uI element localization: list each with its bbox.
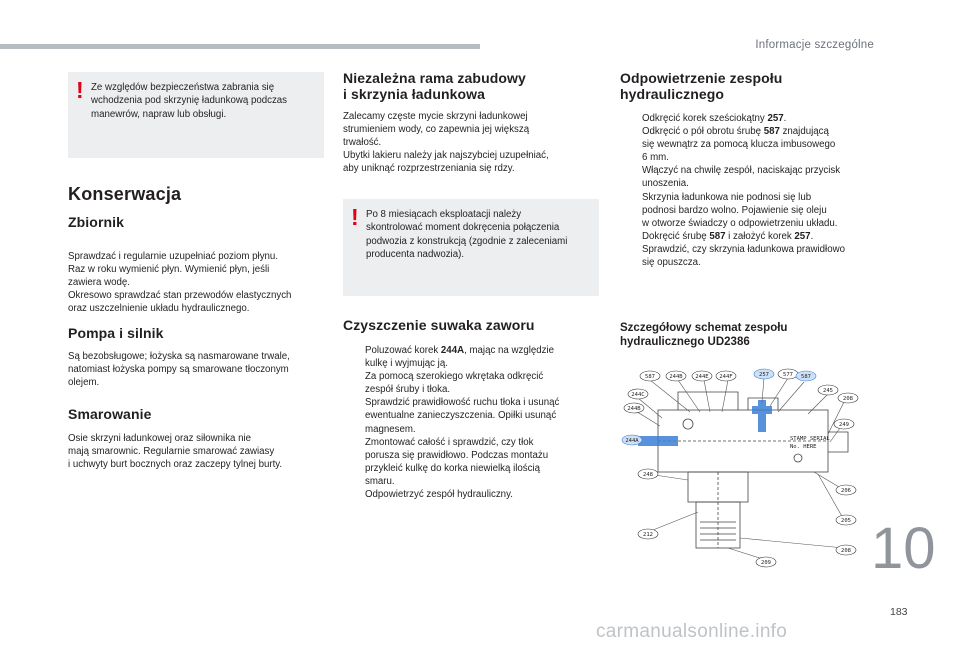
plug-highlight (752, 406, 772, 414)
section-heading-suwak: Czyszczenie suwaka zaworu (343, 317, 535, 333)
list-item: Dokręcić śrubę 587 i założyć korek 257. Sprawdzić, czy skrzynia ładunkowa prawidłowo się opuszcza. (642, 230, 845, 269)
part-label: 244B (627, 406, 641, 412)
part-label: 208 (843, 396, 853, 402)
part-label: 577 (783, 372, 793, 378)
heading-line: i skrzynia ładunkowa (343, 86, 486, 102)
page-number: 183 (890, 606, 908, 618)
part-label: 206 (841, 488, 851, 494)
heading-line: Szczegółowy schemat zespołu (620, 322, 788, 334)
list-item: Włączyć na chwilę zespół, naciskając przycisk unoszenia. (642, 165, 841, 190)
list-item: Sprawdzić prawidłowość ruchu tłoka i usunąć ewentualne zanieczyszczenia. Opiłki usunąć magnesem. (365, 397, 560, 435)
warning-icon: ! (76, 77, 84, 103)
part-label: 244C (631, 392, 645, 398)
plug-244a-highlight (638, 436, 678, 446)
part-label: 244E (695, 374, 709, 380)
section-text-zbiornik: Sprawdzać i regularnie uzupełniać poziom płynu. Raz w roku wymienić płyn. Wymienić płyn, jeśli zawiera wodę. Okresowo sprawdzać stan przewodów elastycznych oraz uszczelnienie układu hydraulicznego. (68, 251, 292, 315)
part-label: 249 (839, 422, 849, 428)
section-text-smarowanie: Osie skrzyni ładunkowej oraz siłownika nie mają smarownic. Regularnie smarować zawiasy i uchwyty burt bocznych oraz zaczepy tylnej burty. (68, 433, 283, 471)
section-text-pompa: Są bezobsługowe; łożyska są nasmarowane trwale, natomiast łożyska pompy są smarowane tłoczonym olejem. (68, 351, 290, 389)
list-item: Zmontować całość i sprawdzić, czy tłok porusza się prawidłowo. Podczas montażu przykleić kulkę do korka niewielką ilością smaru. (365, 436, 549, 487)
section-heading-pompa: Pompa i silnik (68, 325, 164, 341)
section-heading-odpowietrzenie (620, 70, 782, 102)
list-item: Skrzynia ładunkowa nie podnosi się lub podnosi bardzo wolno. Pojawienie się oleju w otworze świadczy o odpowietrzeniu układu. (642, 191, 838, 229)
list-item: Odkręcić o pół obrotu śrubę 587 znajdującą się wewnątrz za pomocą klucza imbusowego 6 mm. (642, 126, 836, 164)
part-label: 248 (643, 472, 653, 478)
heading-line: hydraulicznego (620, 86, 725, 102)
part-label: 587 (801, 374, 811, 380)
part-label: 257 (759, 372, 769, 378)
warning-text: Ze względów bezpieczeństwa zabrania się wchodzenia pod skrzynię ładunkową podczas manewrów, napraw lub obsługi. (91, 82, 288, 120)
section-text-rama: Zalecamy częste mycie skrzyni ładunkowej strumieniem wody, co zapewnia jej większą trwałość. Ubytki lakieru należy jak najszybciej uzupełniać, aby uniknąć rozprzestrzeniania się rdzy. (343, 111, 549, 175)
header-bar (0, 44, 480, 49)
stamp-text: No. HERE (790, 444, 817, 450)
heading-line: Niezależna rama zabudowy (343, 70, 526, 86)
part-label: 244B (669, 374, 683, 380)
list-item: Poluzować korek 244A, mając na względzie kulkę i wyjmując ją. (365, 345, 555, 370)
page-title: Konserwacja (68, 184, 182, 204)
part-label: 212 (643, 532, 653, 538)
heading-line: hydraulicznego UD2386 (620, 336, 750, 348)
steps-list-suwak (343, 344, 603, 501)
watermark: carmanualsonline.info (596, 621, 788, 642)
heading-line: Odpowietrzenie zespołu (620, 70, 783, 86)
bleed-screw-highlight (758, 400, 766, 432)
list-item: Odkręcić korek sześciokątny 257. (642, 113, 787, 124)
list-item: Odpowietrzyć zespół hydrauliczny. (365, 489, 513, 501)
part-label: 208 (841, 548, 851, 554)
section-heading-zbiornik: Zbiornik (68, 214, 125, 230)
part-label: 205 (841, 518, 851, 524)
part-label: 587 (645, 374, 655, 380)
warning-box-safety (68, 72, 324, 158)
warning-icon: ! (351, 204, 359, 230)
part-label: 244A (625, 438, 639, 444)
section-heading-rama (343, 70, 526, 102)
section-heading-smarowanie: Smarowanie (68, 406, 152, 422)
stamp-text: STAMP SERIAL (790, 436, 830, 442)
section-title: Informacje szczególne (755, 39, 874, 51)
warning-box-torque (343, 199, 599, 296)
chapter-number: 10 (871, 516, 936, 581)
part-label: 244F (719, 374, 733, 380)
list-item: Za pomocą szerokiego wkrętaka odkręcić zespół śruby i tłoka. (365, 371, 544, 396)
hydraulic-diagram (618, 362, 876, 568)
section-heading-schemat (620, 321, 787, 349)
part-label: 245 (823, 388, 833, 394)
part-label: 209 (761, 560, 771, 566)
steps-list-odpowietrzenie (620, 112, 880, 269)
warning-text: Po 8 miesiącach eksploatacji należy skontrolować moment dokręcenia połączenia podwozia z konstrukcją (zgodnie z zaleceniami producenta nadwozia). (366, 209, 568, 260)
